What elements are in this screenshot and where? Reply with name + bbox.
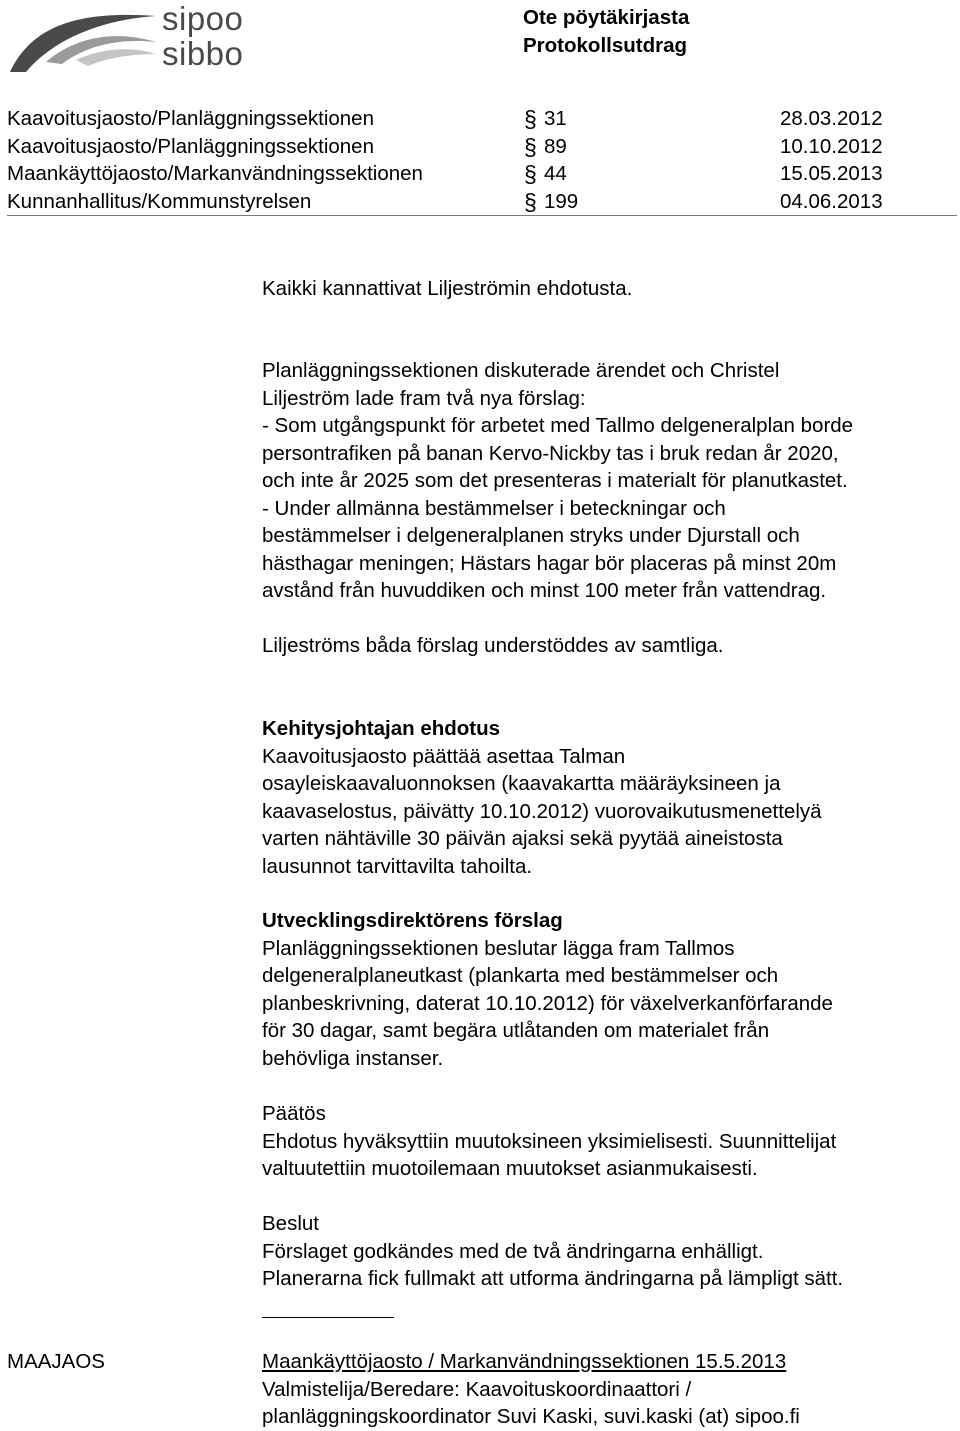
- paragraph-line: valtuutettiin muotoilemaan muutokset asianmukaisesti.: [262, 1157, 758, 1180]
- meeting-body: Kaavoitusjaosto/Planläggningssektionen: [7, 107, 374, 130]
- meeting-row: [7, 133, 957, 161]
- meeting-body: Kaavoitusjaosto/Planläggningssektionen: [7, 134, 374, 158]
- paragraph-line: behövliga instanser.: [262, 1046, 444, 1070]
- meeting-date: 10.10.2012: [780, 134, 883, 158]
- separator-line: [262, 1317, 394, 1318]
- paragraph-support: [262, 275, 957, 303]
- paragraph-line: bestämmelser i delgeneralplanen stryks under Djurstall och: [262, 524, 800, 547]
- meeting-date: 28.03.2012: [780, 107, 883, 130]
- paragraph-supported: [262, 632, 957, 660]
- paragraph-line: - Som utgångspunkt för arbetet med Tallmo delgeneralplan borde: [262, 414, 854, 437]
- paragraph-line: delgeneralplaneutkast (plankarta med bestämmelser och: [262, 964, 779, 987]
- meeting-date: 04.06.2013: [780, 189, 883, 213]
- paragraph-line: för 30 dagar, samt begära utlåtanden om materialet från: [262, 1019, 770, 1042]
- paragraph-line: och inte år 2025 som det presenteras i materialt för planutkastet.: [262, 469, 848, 492]
- preparer-line: planläggningskoordinator Suvi Kaski, suvi.kaski (at) sipoo.fi: [262, 1405, 800, 1428]
- logo-text-sipoo: sipoo: [162, 0, 244, 37]
- paragraph-line: persontrafiken på banan Kervo-Nickby tas i bruk redan år 2020,: [262, 441, 839, 465]
- logo-text-sibbo: sibbo: [162, 35, 244, 72]
- section-heading: Kehitysjohtajan ehdotus: [262, 717, 501, 740]
- section-number: 44: [544, 162, 567, 185]
- paragraph-line: kaavaselostus, päivätty 10.10.2012) vuorovaikutusmenettelyä: [262, 799, 822, 823]
- section-heading: Päätös: [262, 1102, 326, 1125]
- paragraph-text: Kaikki kannattivat Liljeströmin ehdotusta.: [262, 277, 633, 300]
- paragraph-line: Planläggningssektionen beslutar lägga fram Tallmos: [262, 936, 735, 960]
- section-number: 89: [544, 134, 567, 158]
- decision-sv: [262, 1210, 957, 1293]
- section-sign-icon: §: [524, 188, 537, 215]
- section-number: 31: [544, 107, 567, 130]
- paragraph-line: planbeskrivning, daterat 10.10.2012) för växelverkanförfarande: [262, 991, 833, 1015]
- meeting-footer: [262, 1348, 957, 1431]
- paragraph-line: avstånd från huvuddiken och minst 100 meter från vattendrag.: [262, 579, 827, 602]
- paragraph-discussion: [262, 357, 957, 605]
- header-title-fi: Ote pöytäkirjasta: [523, 6, 690, 29]
- proposal-sv: [262, 907, 957, 1072]
- paragraph-text: Liljeströms båda förslag understöddes av samtliga.: [262, 634, 724, 657]
- paragraph-line: Planläggningssektionen diskuterade ärendet och Christel: [262, 359, 780, 382]
- paragraph-line: Planerarna fick fullmakt att utforma ändringarna på lämpligt sätt.: [262, 1267, 844, 1290]
- paragraph-line: Förslaget godkändes med de två ändringarna enhälligt.: [262, 1239, 764, 1263]
- meeting-date: 15.05.2013: [780, 162, 883, 185]
- meeting-reference-table: [7, 105, 957, 216]
- sipoo-sibbo-logo: [6, 2, 286, 74]
- paragraph-line: - Under allmänna bestämmelser i beteckningar och: [262, 496, 726, 520]
- paragraph-line: lausunnot tarvittavilta tahoilta.: [262, 854, 533, 878]
- section-heading: Beslut: [262, 1212, 319, 1235]
- section-sign-icon: §: [524, 161, 537, 187]
- meeting-heading: Maankäyttöjaosto / Markanvändningssektionen 15.5.2013: [262, 1350, 787, 1373]
- section-sign-icon: §: [524, 133, 537, 160]
- section-number: 199: [544, 189, 579, 213]
- paragraph-line: osayleiskaavaluonnoksen (kaavakartta määräyksineen ja: [262, 772, 781, 795]
- proposal-fi: [262, 715, 957, 880]
- header-title-sv: Protokollsutdrag: [523, 34, 688, 57]
- paragraph-line: Liljeström lade fram två nya förslag:: [262, 386, 586, 410]
- section-code-label: MAAJAOS: [7, 1350, 105, 1373]
- paragraph-line: varten nähtäville 30 päivän ajaksi sekä pyytää aineistosta: [262, 827, 783, 850]
- meeting-row: [7, 160, 957, 188]
- meeting-row: [7, 105, 957, 133]
- logo-swoosh-icon: [6, 2, 166, 74]
- section-heading: Utvecklingsdirektörens förslag: [262, 909, 563, 932]
- preparer-line: Valmistelija/Beredare: Kaavoituskoordinaattori /: [262, 1377, 692, 1401]
- meeting-body: Maankäyttöjaosto/Markanvändningssektionen: [7, 162, 423, 185]
- decision-fi: [262, 1100, 957, 1183]
- document-type-header: [523, 4, 689, 60]
- paragraph-line: Ehdotus hyväksyttiin muutoksineen yksimielisesti. Suunnittelijat: [262, 1129, 837, 1153]
- paragraph-line: Kaavoitusjaosto päättää asettaa Talman: [262, 744, 626, 768]
- meeting-row: [7, 188, 957, 216]
- meeting-body: Kunnanhallitus/Kommunstyrelsen: [7, 189, 312, 213]
- paragraph-line: hästhagar meningen; Hästars hagar bör placeras på minst 20m: [262, 551, 837, 575]
- section-sign-icon: §: [524, 106, 537, 132]
